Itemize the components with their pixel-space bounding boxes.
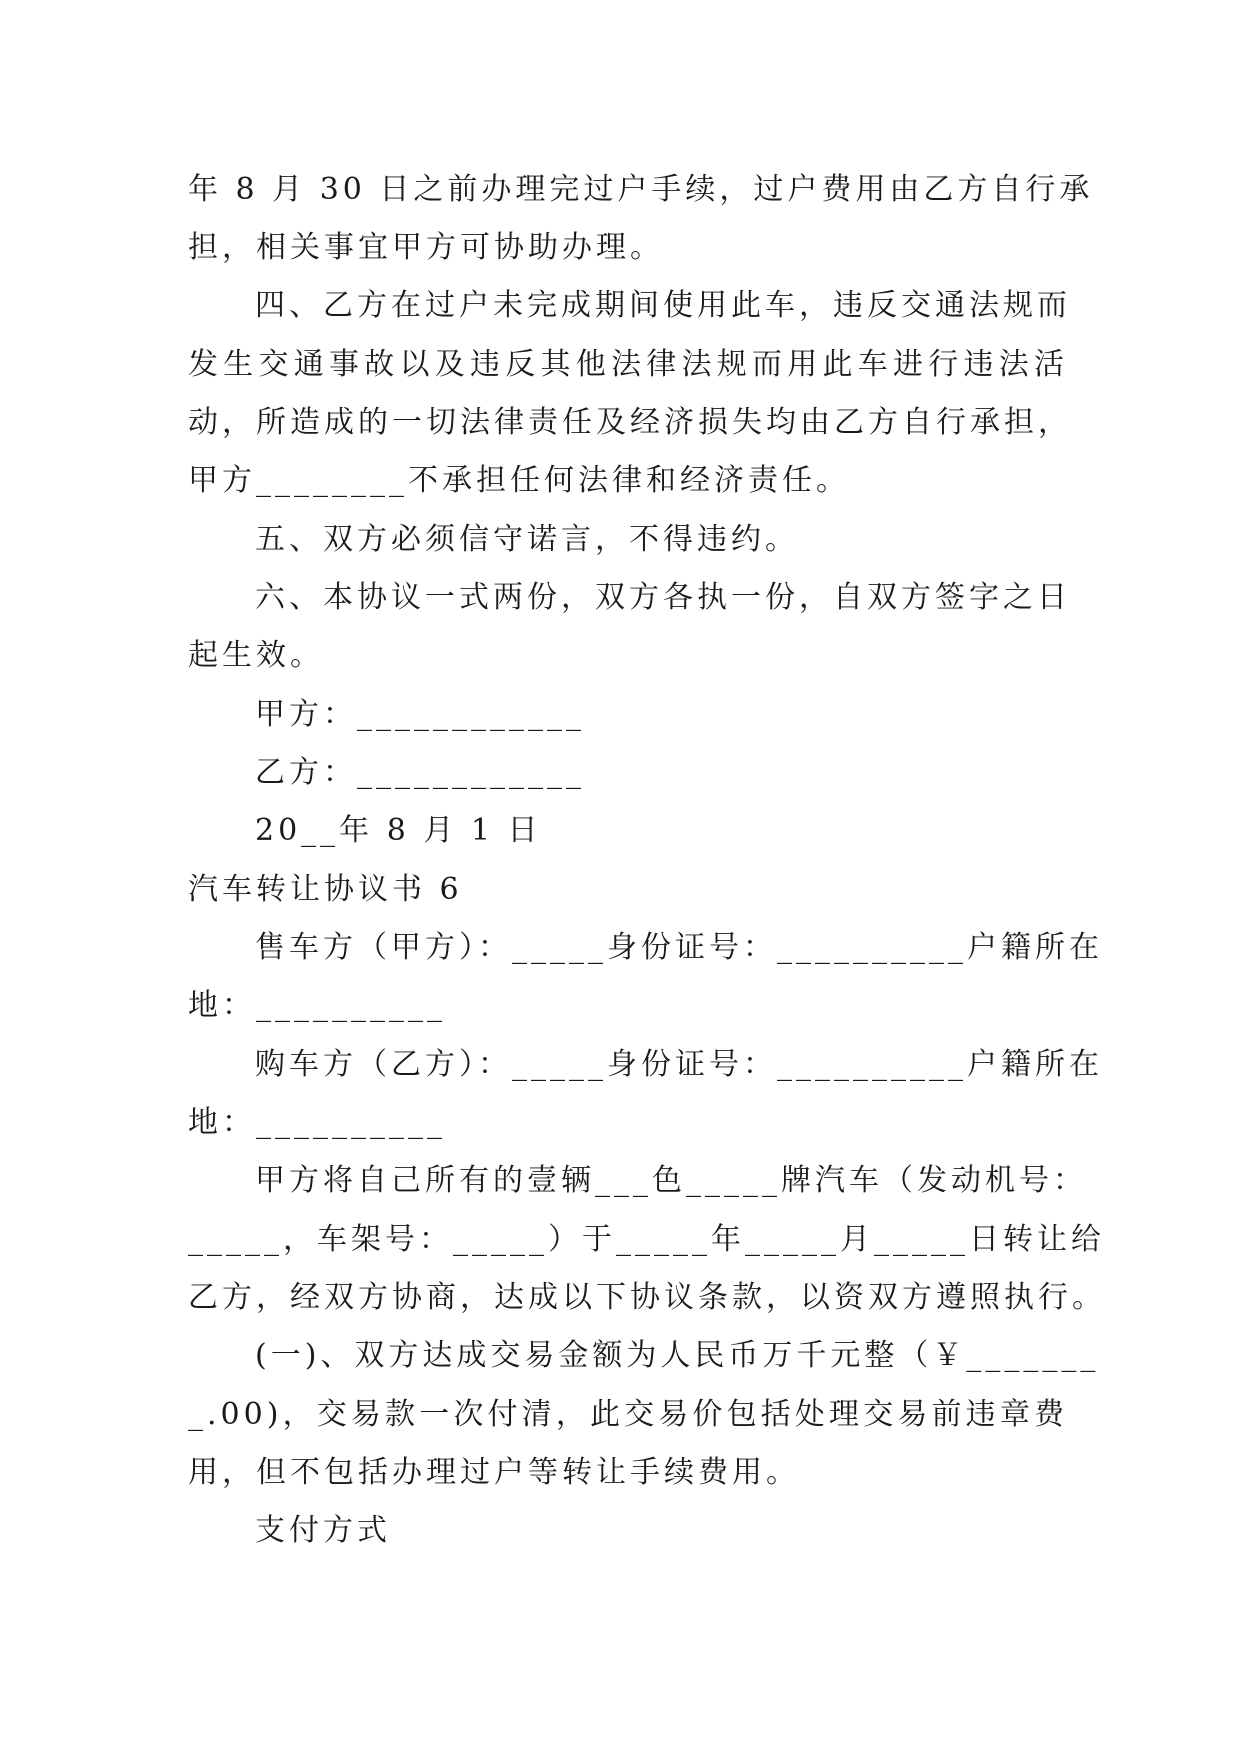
text-line: 担，相关事宜甲方可协助办理。 — [188, 230, 664, 265]
text-line: _.00)，交易款一次付清，此交易价包括处理交易前违章费 — [188, 1397, 1068, 1432]
signature-line-party-a: 甲方：____________ — [255, 697, 585, 732]
text-line: 甲方将自己所有的壹辆___色_____牌汽车（发动机号： — [255, 1163, 1087, 1198]
text-line: 五、双方必须信守诺言，不得违约。 — [255, 522, 799, 557]
text-line: 年 8 月 30 日之前办理完过户手续，过户费用由乙方自行承 — [188, 172, 1094, 207]
text-line: 六、本协议一式两份，双方各执一份，自双方签字之日 — [255, 580, 1071, 615]
text-line: 地：__________ — [188, 988, 446, 1023]
text-line: (一)、双方达成交易金额为人民币万千元整（￥_______ — [255, 1338, 1100, 1373]
signature-line-party-b: 乙方：____________ — [255, 755, 585, 790]
text-line: 乙方，经双方协商，达成以下协议条款，以资双方遵照执行。 — [188, 1280, 1106, 1315]
text-line: _____，车架号：_____）于_____年_____月_____日转让给 — [188, 1222, 1105, 1257]
text-line: 动，所造成的一切法律责任及经济损失均由乙方自行承担， — [188, 405, 1072, 440]
text-line: 支付方式 — [255, 1513, 391, 1548]
section-title: 汽车转让协议书 6 — [188, 872, 463, 907]
text-line: 售车方（甲方）：_____身份证号：__________户籍所在 — [255, 930, 1103, 965]
text-line: 起生效。 — [188, 638, 324, 673]
date-line: 20__年 8 月 1 日 — [255, 813, 542, 848]
text-line: 甲方________不承担任何法律和经济责任。 — [188, 463, 850, 498]
text-line: 四、乙方在过户未完成期间使用此车，违反交通法规而 — [255, 288, 1071, 323]
text-line: 发生交通事故以及违反其他法律法规而用此车进行违法活 — [188, 347, 1068, 382]
text-line: 购车方（乙方）：_____身份证号：__________户籍所在 — [255, 1047, 1103, 1082]
text-line: 用，但不包括办理过户等转让手续费用。 — [188, 1455, 800, 1490]
text-line: 地：__________ — [188, 1105, 446, 1140]
